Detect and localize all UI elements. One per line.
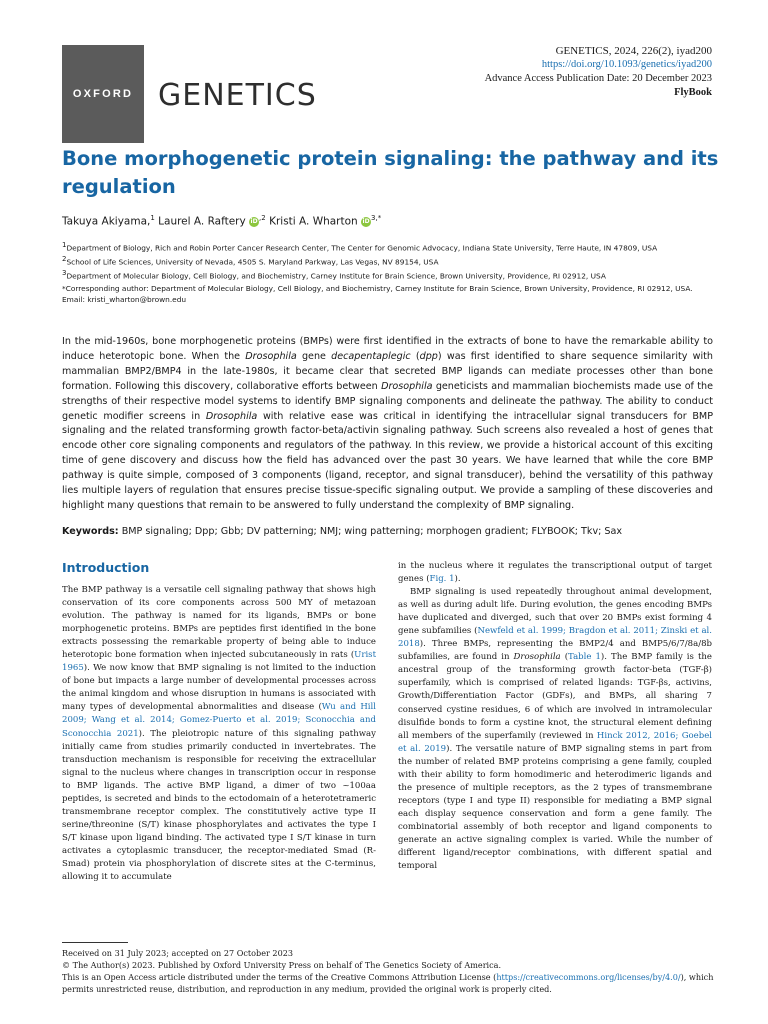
figure-link[interactable]: Fig. 1 xyxy=(429,574,455,585)
ref-link[interactable]: Wu and Hill 2009; Wang et al. 2014; Gomez-Puerto et al. 2019; Sconocchia and Sconocchia 2021 xyxy=(62,702,376,739)
access-date: Advance Access Publication Date: 20 December 2023 xyxy=(484,73,712,84)
affiliation-item: $^2$School of Life Sciences, University of Nevada, 4505 S. Maryland Parkway, Las Vegas, NV 89154, USA xyxy=(62,254,439,267)
body-paragraph: The BMP pathway is a versatile cell signaling pathway that shows high conservation of its core components across 500 MY of metazoan evolution. The pathway is named for its ligands, BMPs or bone morphogenetic proteins. BMPs are peptides first identified in the bone extracts possessing the remarkable property of being able to induce heterotopic bone formation when injected subcutaneously in rats (Urist 1965). We now know that BMP signaling is not limited to the induction of bone but impacts a large number of developmental processes across the animal kingdom and whose disruption in humans is associated with many types of developmental abnormalities and disease (Wu and Hill 2009; Wang et al. 2014; Gomez-Puerto et al. 2019; Sconocchia and Sconocchia 2021). The pleiotropic nature of this signaling pathway initially came from studies primarily conducted in invertebrates. The transduction mechanism is responsible for receiving the extracellular signal to the nucleus where changes in transcription occur in response to BMP ligands. The active BMP ligand, a dimer of two ~100aa peptides, is secreted and binds to the ectodomain of a heterotetrameric transmembrane receptor complex. The constitutively active type II serine/threonine (S/T) kinase phosphorylates and activates the type I S/T kinase upon ligand binding. The activated type I S/T kinase in turn activates a cytoplasmic transducer, the receptor-mediated Smad (R-Smad) protein via phosphorylation of discrete sites at the C-terminus, allowing it to accumulate xyxy=(62,585,376,883)
orcid-icon[interactable]: iD xyxy=(362,217,370,225)
author-sup: 1 xyxy=(150,214,155,222)
citation: GENETICS, 2024, 226(2), iyad200 xyxy=(555,45,712,57)
author-akiyama[interactable]: Takuya Akiyama, xyxy=(62,215,151,228)
abstract: In the mid-1960s, bone morphogenetic proteins (BMPs) were first identified in the extracts of bone to have the remarkable ability to induce heterotopic bone. When the Drosophila gene decapentaplegic (dpp) was first identified to share sequence similarity with mammalian BMP2/BMP4 in the late-1980s, it became clear that secreted BMP ligands can mediate processes other than bone formation. Following this discovery, collaborative efforts between Drosophila geneticists and mammalian biochemists made use of the strengths of their respective model systems to identify BMP signaling components and delineate the pathway. The ability to conduct genetic modifier screens in Drosophila with relative ease was critical in identifying the intracellular signal transducers for BMP signaling and the related transforming growth factor-beta/activin signaling pathway. Such screens also revealed a host of genes that encode other core signaling components and regulators of the pathway. In this review, we provide a historical account of this exciting time of gene discovery and discuss how the field has advanced over the past 30 years. We have learned that while the core BMP pathway is quite simple, composed of 3 components (ligand, receptor, and signal transducer), behind the versatility of this pathway lies multiple layers of regulation that ensures precise tissue-specific signaling output. We provide a sampling of these discoveries and highlight many questions that remain to be answered to fully understand the complexity of BMP signaling. xyxy=(62,336,713,511)
article-title: Bone morphogenetic protein signaling: the pathway and its regulation xyxy=(62,147,719,198)
affiliations xyxy=(62,240,722,282)
affiliation-item: $^3$Department of Molecular Biology, Cell Biology, and Biochemistry, Carney Institute for Brain Science, Brown University, Providence, RI 02912, USA xyxy=(62,268,606,281)
footer xyxy=(62,947,722,995)
section-label: FlyBook xyxy=(674,87,712,98)
author-wharton[interactable]: Kristi A. Wharton xyxy=(269,215,358,228)
section-heading-introduction: Introduction xyxy=(62,560,150,575)
keywords-text: BMP signaling; Dpp; Gbb; DV patterning; NMJ; wing patterning; morphogen gradient; FLYBOOK; Tkv; Sax xyxy=(118,526,623,537)
article-meta xyxy=(485,44,712,100)
affiliation-item: $^1$Department of Biology, Rich and Robin Porter Cancer Research Center, The Center for Genomic Advocacy, Indiana State University, Terre Haute, IN 47809, USA xyxy=(62,241,658,253)
author-raftery[interactable]: Laurel A. Raftery xyxy=(158,215,246,228)
table-link[interactable]: Table 1 xyxy=(568,652,601,663)
ref-link[interactable]: Newfeld et al. 1999; Bragdon et al. 2011; Zinski et al. 2018 xyxy=(398,626,712,650)
oxford-logo xyxy=(62,45,144,143)
body-paragraph: BMP signaling is used repeatedly throughout animal development, as well as during adult life. During evolution, the genes encoding BMPs have duplicated and diverged, such that over 20 BMPs exist forming 4 gene subfamilies (Newfeld et al. 1999; Bragdon et al. 2011; Zinski et al. 2018). Three BMPs, representing the BMP2/4 and BMP5/6/7/8a/8b subfamilies, are found in Drosophila (Table 1). The BMP family is the ancestral group of the transforming growth factor-beta (TGF-β) superfamily, which is comprised of related ligands: TGF-βs, activins, Growth/Differentiation Factor (GDFs), and BMPs, all sharing 7 conserved cystine residues, 6 of which are involved in intramolecular disulfide bonds to form a cystine knot, the structural element defining all members of the superfamily (reviewed in Hinck 2012, 2016; Goebel et al. 2019). The versatile nature of BMP signaling stems in part from the number of related BMP proteins comprising a gene family, coupled with their ability to form homodimeric and heterodimeric ligands and the presence of multiple receptors, as the 2 types of transmembrane receptors (type I and type II) responsible for mediating a BMP signal each display sequence conservation and form a gene family. The combinatorial assembly of both receptor and ligand components to generate an active signaling complex is varied. While the number of different ligand/receptor combinations, with different spatial and temporal xyxy=(398,587,712,872)
doi-link[interactable]: https://doi.org/10.1093/genetics/iyad200 xyxy=(541,59,712,70)
author-sup: 3,* xyxy=(371,214,382,222)
body-column-right xyxy=(398,560,712,873)
correspondence xyxy=(62,283,722,305)
author-sup: ,2 xyxy=(259,214,266,222)
ref-link[interactable]: Urist 1965 xyxy=(62,650,376,674)
copyright: © The Author(s) 2023. Published by Oxford University Press on behalf of The Genetics Society of America. xyxy=(62,960,502,970)
received-dates: Received on 31 July 2023; accepted on 27 October 2023 xyxy=(62,948,294,958)
correspondence-email[interactable]: Email: kristi_wharton@brown.edu xyxy=(62,295,187,304)
keywords xyxy=(62,526,713,537)
oxford-logo-text: OXFORD xyxy=(72,88,134,100)
author-list xyxy=(62,214,381,228)
body-column-left xyxy=(62,560,376,884)
footer-divider xyxy=(62,942,128,943)
keywords-label: Keywords: xyxy=(62,526,119,537)
orcid-icon[interactable]: iD xyxy=(250,217,258,225)
correspondence-address: *Corresponding author: Department of Molecular Biology, Cell Biology, and Biochemistry, Carney Institute for Brain Science, Brown University, Providence, RI 02912, USA. xyxy=(62,284,693,293)
license-link[interactable]: https://creativecommons.org/licenses/by/4.0/ xyxy=(496,972,681,982)
body-paragraph: in the nucleus where it regulates the transcriptional output of target genes (Fig. 1). xyxy=(398,561,712,585)
ref-link[interactable]: Hinck 2012, 2016; Goebel et al. 2019 xyxy=(398,730,712,754)
license: This is an Open Access article distributed under the terms of the Creative Commons Attribution License (https://creativecommons.org/licenses/by/4.0/), which permits unrestricted reuse, distribution, and reproduction in any medium, provided the original work is properly cited. xyxy=(62,972,714,994)
journal-name: GENETICS xyxy=(158,78,317,113)
